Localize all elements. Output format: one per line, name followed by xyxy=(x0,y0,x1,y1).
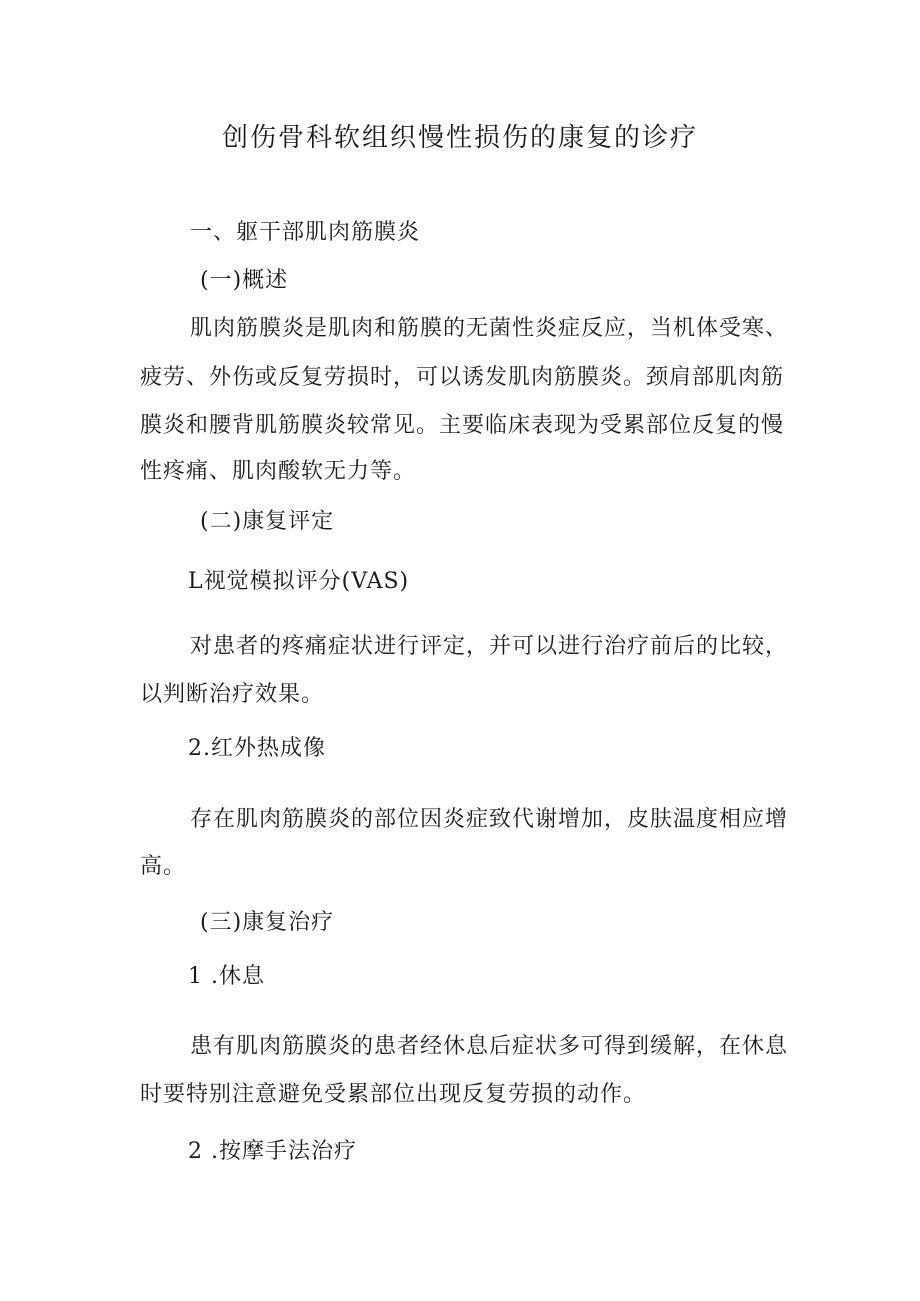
paragraph-line: 疲劳、外伤或反复劳损时，可以诱发肌肉筋膜炎。颈肩部肌肉筋 xyxy=(140,365,785,390)
paragraph-line: 时要特别注意避免受累部位出现反复劳损的动作。 xyxy=(140,1082,647,1107)
item-heading-rest: 1 .休息 xyxy=(188,964,265,989)
paragraph-line: 对患者的疼痛症状进行评定，并可以进行治疗前后的比较， xyxy=(190,634,789,659)
subsection-heading-overview: (一)概述 xyxy=(200,268,289,293)
paragraph-line: 存在肌肉筋膜炎的部位因炎症致代谢增加，皮肤温度相应增 xyxy=(190,807,789,832)
item-heading-infrared: 2.红外热成像 xyxy=(188,736,326,761)
subsection-heading-treatment: (三)康复治疗 xyxy=(200,910,335,935)
item-heading-massage: 2 .按摩手法治疗 xyxy=(188,1139,357,1164)
paragraph-line: 患有肌肉筋膜炎的患者经休息后症状多可得到缓解，在休息 xyxy=(190,1034,789,1059)
paragraph-line: 性疼痛、肌肉酸软无力等。 xyxy=(140,459,417,484)
paragraph-line: 膜炎和腰背肌筋膜炎较常见。主要临床表现为受累部位反复的慢 xyxy=(140,413,785,438)
document-title: 创伤骨科软组织慢性损伤的康复的诊疗 xyxy=(221,123,698,153)
paragraph-line: 肌肉筋膜炎是肌肉和筋膜的无菌性炎症反应，当机体受寒、 xyxy=(190,316,789,341)
paragraph-line: 高。 xyxy=(140,854,187,879)
paragraph-line: 以判断治疗效果。 xyxy=(140,682,325,707)
subsection-heading-assessment: (二)康复评定 xyxy=(200,509,335,534)
item-heading-vas: L视觉模拟评分(VAS) xyxy=(188,569,410,594)
section-heading-1: 一、躯干部肌肉筋膜炎 xyxy=(190,220,421,245)
